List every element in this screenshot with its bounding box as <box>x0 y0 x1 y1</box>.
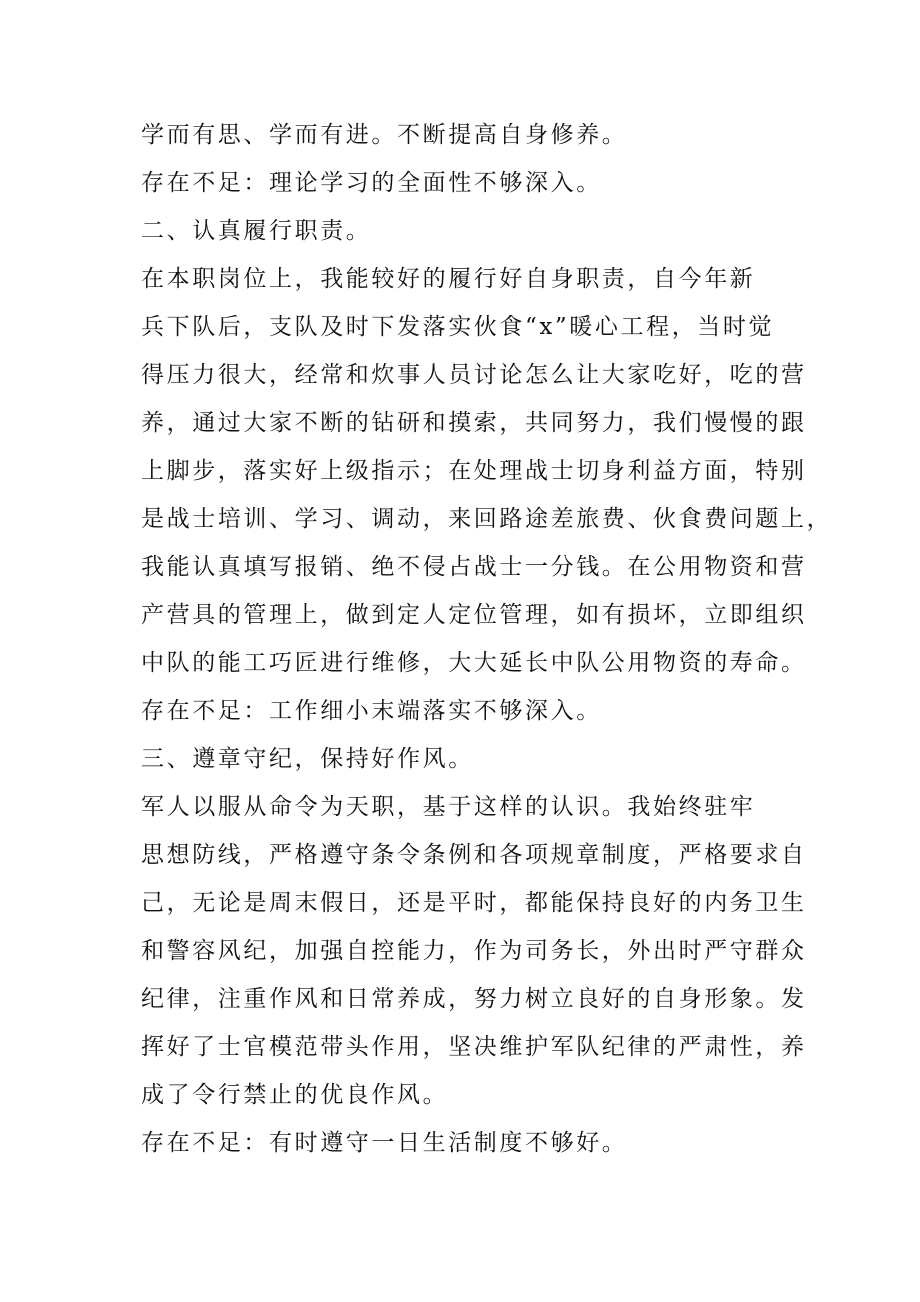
text-line: 在本职岗位上，我能较好的履行好自身职责，自今年新 <box>141 266 756 292</box>
text-line: 产营具的管理上，做到定人定位管理，如有损坏，立即组织 <box>141 602 807 628</box>
text-line: 己，无论是周末假日，还是平时，都能保持良好的内务卫生 <box>141 890 807 916</box>
section-heading: 二、认真履行职责。 <box>141 218 372 244</box>
section-heading: 三、遵章守纪，保持好作风。 <box>141 746 474 772</box>
text-line: 上脚步，落实好上级指示；在处理战士切身利益方面，特别 <box>141 458 807 484</box>
text-line: 中队的能工巧匠进行维修，大大延长中队公用物资的寿命。 <box>141 650 807 676</box>
text-line: 养，通过大家不断的钻研和摸索，共同努力，我们慢慢的跟 <box>141 410 807 436</box>
text-line: 学而有思、学而有进。不断提高自身修养。 <box>141 122 628 148</box>
text-line: 是战士培训、学习、调动，来回路途差旅费、伙食费问题上， <box>141 506 833 532</box>
text-line: 挥好了士官模范带头作用，坚决维护军队纪律的严肃性，养 <box>141 1034 807 1060</box>
text-line: 存在不足：有时遵守一日生活制度不够好。 <box>141 1130 628 1156</box>
text-line: 纪律，注重作风和日常养成，努力树立良好的自身形象。发 <box>141 986 807 1012</box>
text-line: 成了令行禁止的优良作风。 <box>141 1082 449 1108</box>
document-body <box>141 111 833 1167</box>
text-line: 思想防线，严格遵守条令条例和各项规章制度，严格要求自 <box>141 842 807 868</box>
text-line: 存在不足：工作细小末端落实不够深入。 <box>141 698 602 724</box>
text-line: 存在不足：理论学习的全面性不够深入。 <box>141 170 602 196</box>
text-line: 兵下队后，支队及时下发落实伙食“x”暖心工程，当时觉 <box>141 314 775 340</box>
text-line: 军人以服从命令为天职，基于这样的认识。我始终驻牢 <box>141 794 756 820</box>
text-line: 我能认真填写报销、绝不侵占战士一分钱。在公用物资和营 <box>141 554 807 580</box>
text-line: 得压力很大，经常和炊事人员讨论怎么让大家吃好，吃的营 <box>141 362 807 388</box>
text-line: 和警容风纪，加强自控能力，作为司务长，外出时严守群众 <box>141 938 807 964</box>
